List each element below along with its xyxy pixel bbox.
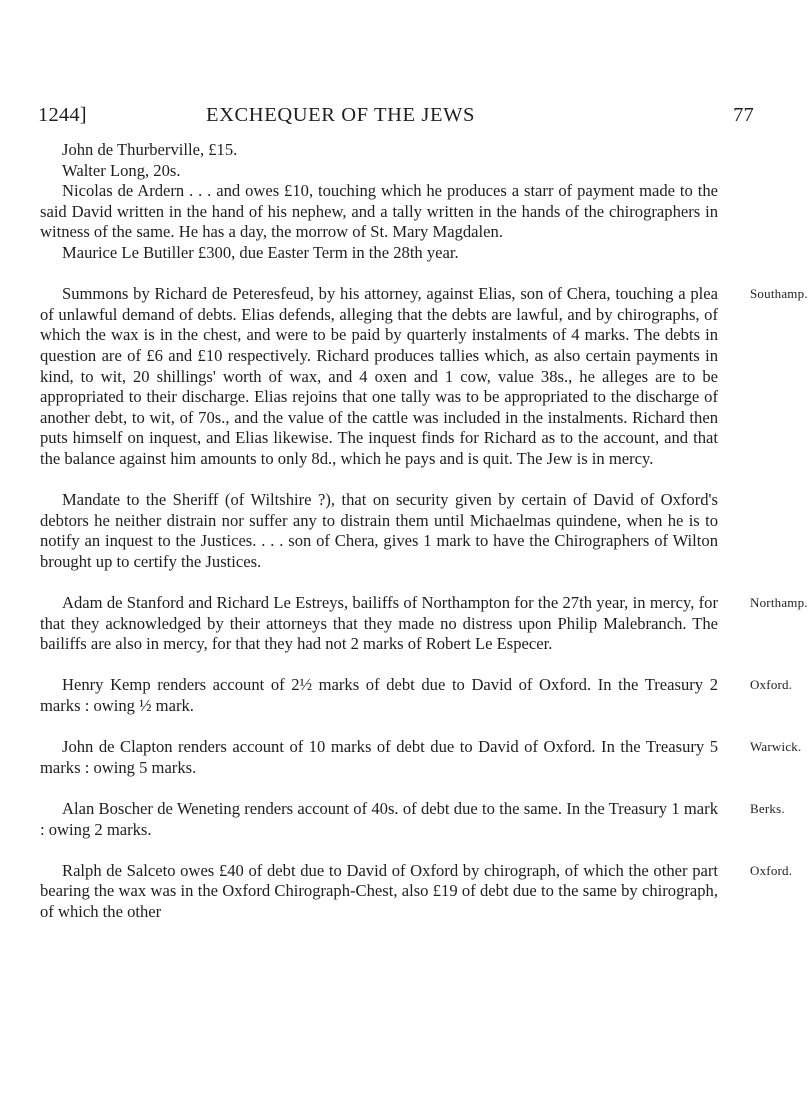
running-header: [38, 104, 754, 130]
county-margin-note: Southamp.: [750, 286, 808, 302]
header-year: 1244]: [38, 104, 87, 126]
entry-paragraph: Ralph de Salceto owes £40 of debt due to David of Oxford by chirograph, of which the other part bearing the wax was in the Oxford Chirograph-Chest, also £19 of debt due to the same by chirograph, of which the other Oxford.: [40, 860, 793, 921]
county-margin-note: Oxford.: [750, 862, 793, 878]
entry-paragraph: Henry Kemp renders account of 2½ marks of debt due to David of Oxford. In the Treasury 2 marks : owing ½ mark. Oxford.: [40, 675, 793, 716]
entry-paragraph: Maurice Le Butiller £300, due Easter Term in the 28th year.: [62, 242, 459, 262]
entry-paragraph: John de Thurberville, £15.: [62, 140, 238, 159]
entry-paragraph: Adam de Stanford and Richard Le Estreys, bailiffs of Northampton for the 27th year, in mercy, for that they acknowledged by their attorneys that they made no distress upon Philip Malebranch. The bailiffs are also in mercy, for that they had not 2 marks of Robert Le Especer. Northamp.: [40, 593, 808, 654]
entry-paragraph: Walter Long, 20s.: [62, 160, 181, 180]
county-margin-note: Berks.: [750, 801, 785, 816]
header-title: EXCHEQUER OF THE JEWS: [206, 104, 476, 126]
page-number: 77: [733, 104, 754, 126]
entry-paragraph: Summons by Richard de Peteresfeud, by his attorney, against Elias, son of Chera, touching a plea of unlawful demand of debts. Elias defends, alleging that the debts are lawful, and by chirographs, of which the wax is in the chest, and were to be paid by quarterly instalments of 4 marks. The debts in question are of £6 and £10 respectively. Richard produces tallies which, as also certain payments in kind, to wit, 20 shillings' worth of wax, and 4 oxen and 1 cow, value 38s., he alleges are to be appropriated to their discharge. Elias rejoins that one tally was to be appropriated to the discharge of another debt, to wit, of 70s., and the value of the cattle was included in the instalments. Richard then puts himself on inquest, and Elias likewise. The inquest finds for Richard as to the account, and that the balance against him amounts to only 8d., which he pays and is quit. The Jew is in mercy. Southamp.: [40, 284, 808, 468]
county-margin-note: Oxford.: [750, 677, 793, 693]
county-margin-note: Warwick.: [750, 739, 802, 755]
entry-paragraph: Alan Boscher de Weneting renders account of 40s. of debt due to the same. In the Treasury 1 mark : owing 2 marks. Berks.: [40, 799, 785, 839]
entry-paragraph: John de Clapton renders account of 10 marks of debt due to David of Oxford. In the Treasury 5 marks : owing 5 marks. Warwick.: [40, 737, 802, 777]
entry-paragraph: Nicolas de Ardern . . . and owes £10, touching which he produces a starr of payment made to the said David written in the hand of his nephew, and a tally written in the hands of the chirographers in witness of the same. He has a day, the morrow of St. Mary Magdalen.: [40, 181, 718, 242]
county-margin-note: Northamp.: [750, 595, 808, 611]
entry-paragraph: Mandate to the Sheriff (of Wiltshire ?), that on security given by certain of David of Oxford's debtors he neither distrain nor suffer any to distrain them until Michaelmas quindene, when he is to notify an inquest to the Justices. . . . son of Chera, gives 1 mark to have the Chirographers of Wilton brought up to certify the Justices.: [40, 490, 718, 571]
page-body: [40, 140, 808, 923]
